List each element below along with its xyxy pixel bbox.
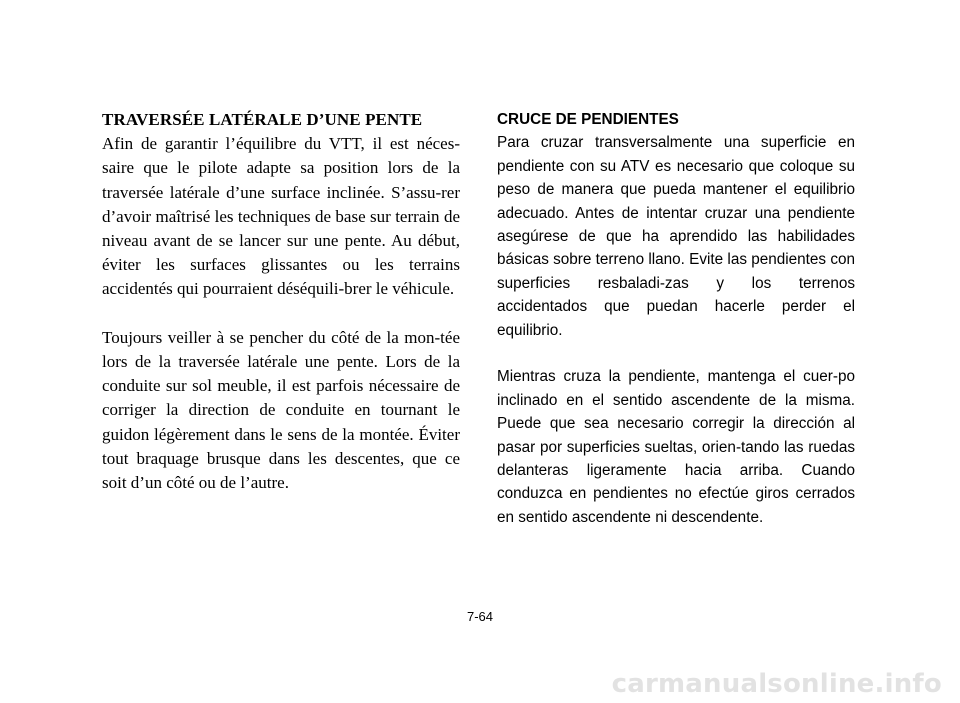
spanish-paragraph-2: Mientras cruza la pendiente, mantenga el cuer-po inclinado en el sentido ascendente de la misma. Puede que sea necesario corregir la dirección al pasar por superficies sueltas, orien-tando las ruedas delanteras ligeramente hacia arriba. Cuando conduzca en pendientes no efectúe giros cerrados en sentido ascendente ni descendente.: [497, 368, 855, 526]
french-paragraph-1: Afin de garantir l’équilibre du VTT, il est néces-saire que le pilote adapte sa position lors de la traversée latérale d’une surface inclinée. S’assu-rer d’avoir maîtrisé les techniques de base sur terrain de niveau avant de se lancer sur une pente. Au début, éviter les surfaces glissantes ou les terrains accidentés qui pourraient déséquili-brer le véhicule.: [102, 134, 460, 299]
page-number: 7-64: [466, 609, 494, 624]
spanish-heading: CRUCE DE PENDIENTES: [497, 111, 679, 128]
spanish-paragraph-1: Para cruzar transversalmente una superficie en pendiente con su ATV es necesario que coloque su peso de manera que pueda mantener el equilibrio adecuado. Antes de intentar cruzar una pendiente asegúrese de que ha aprendido las habilidades básicas sobre terreno llano. Evite las pendientes con superficies resbaladi-zas y los terrenos accidentados que puedan hacerle perder el equilibrio.: [497, 134, 855, 339]
french-heading: TRAVERSÉE LATÉRALE D’UNE PENTE: [102, 110, 423, 129]
french-paragraph-2: Toujours veiller à se pencher du côté de la mon-tée lors de la traversée latérale une pente. Lors de la conduite sur sol meuble, il est parfois nécessaire de corriger la direction de conduite en tournant le guidon légèrement dans le sens de la montée. Éviter tout braquage brusque dans les descentes, que ce soit d’un côté ou de l’autre.: [102, 327, 460, 493]
french-section: [102, 108, 460, 495]
spanish-section: [497, 108, 855, 529]
watermark: carmanualsonline.info: [611, 669, 942, 699]
